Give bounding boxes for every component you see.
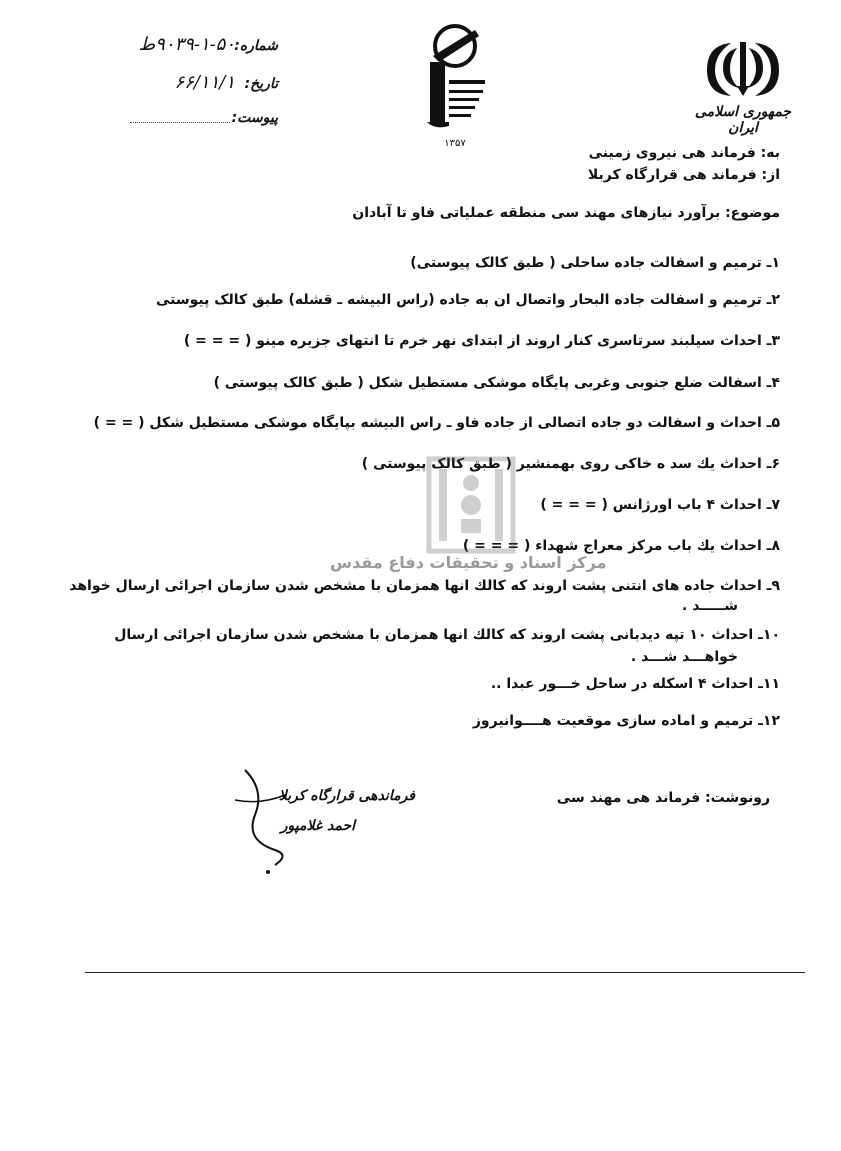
iran-emblem-caption: جمهوری اسلامی ایران xyxy=(694,104,792,136)
list-item: ۵ـ احداث و اسفالت دو جاده اتصالی از جاده فاو ـ راس البیشه بپایگاه موشکی مستطیل شکل ( = = ) xyxy=(93,415,780,431)
list-item: ۱۰ـ احداث ۱۰ تپه دیدبانی پشت اروند که کالك انها همزمان با مشخص شدن سازمان اجرائی ارسال xyxy=(114,627,780,643)
watermark-logo xyxy=(425,455,517,559)
list-item: ۱ـ ترمیم و اسفالت جاده ساحلی ( طبق کالک پیوستی) xyxy=(410,255,780,271)
signatory-title: فرماندهی قرارگاه کربلا xyxy=(278,788,415,804)
irgc-emblem-icon xyxy=(415,22,495,134)
list-item: ۹ـ احداث جاده های انتنی پشت اروند که کالك انها همزمان با مشخص شدن سازمان اجرائی ارسال خواهد xyxy=(69,578,780,594)
list-item: ۳ـ احداث سیلبند سرتاسری کنار اروند از ابتدای نهر خرم تا انتهای جزیره مینو ( = = = ) xyxy=(183,333,780,349)
list-item: ۱۲ـ ترمیم و اماده سازی موقعیت هــــوانیروز xyxy=(472,713,780,729)
list-item: ۲ـ ترمیم و اسفالت جاده البحار واتصال ان به جاده (راس البیشه ـ قشله) طبق کالک پیوستی xyxy=(155,292,780,308)
watermark-emblem-icon xyxy=(425,455,517,555)
irgc-year: ۱۳۵۷ xyxy=(444,138,466,149)
sender-line: از: فرماند هی قرارگاه کربلا xyxy=(587,167,780,183)
cc-line: رونوشت: فرماند هی مهند سی xyxy=(556,790,770,806)
date-value: ۶۶/۱۱/۱ xyxy=(174,72,235,93)
iran-emblem xyxy=(693,40,793,136)
list-item-continuation: خواهـــد شـــد . xyxy=(630,649,738,665)
subject-line: موضوع: برآورد نیازهای مهند سی منطقه عملیاتی فاو تا آبادان xyxy=(352,205,780,221)
list-item-continuation: شـــــد . xyxy=(682,598,738,614)
list-item: ۴ـ اسفالت ضلع جنوبی وغربی پایگاه موشکی مستطیل شکل ( طبق کالک پیوستی ) xyxy=(213,375,780,391)
list-item: ۷ـ احداث ۴ باب اورژانس ( = = = ) xyxy=(540,497,780,513)
signature-block xyxy=(155,780,415,890)
attachment-dotted-line xyxy=(130,122,230,123)
number-value: ۹۰۳۹-۱-۵۰ط xyxy=(138,34,235,55)
recipient-line: به: فرماند هی نیروی زمینی xyxy=(588,145,780,161)
bottom-rule xyxy=(85,972,805,973)
date-label: تاریخ: xyxy=(244,76,278,92)
list-item: ۶ـ احداث یك سد ه خاکی روی بهمنشیر ( طبق کالک پیوستی ) xyxy=(361,456,780,472)
irgc-emblem xyxy=(415,22,495,149)
list-item: ۱۱ـ احداث ۴ اسکله در ساحل خـــور عبدا .. xyxy=(490,676,780,692)
number-label: شماره: xyxy=(234,38,278,54)
iran-emblem-icon xyxy=(693,40,793,98)
handwritten-signature xyxy=(205,760,305,880)
attachment-label: پیوست: xyxy=(231,110,278,126)
list-item: ۸ـ احداث یك باب مرکز معراج شهداء ( = = = ) xyxy=(462,538,780,554)
watermark-text: مرکز اسناد و تحقیقات دفاع مقدس xyxy=(330,553,607,572)
signatory-name: احمد غلامپور xyxy=(280,818,355,834)
